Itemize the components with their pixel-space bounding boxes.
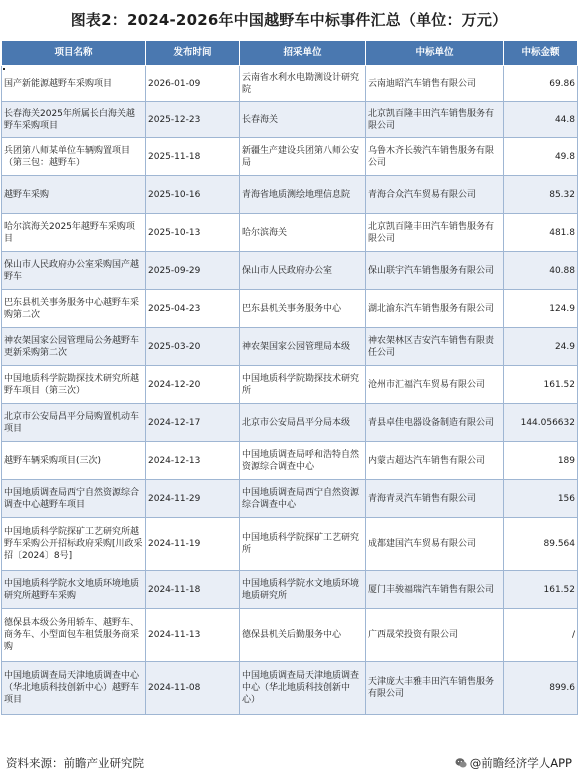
cell-purchaser: 云南省水利水电勘测设计研究院: [240, 66, 366, 102]
cell-amount: 49.8: [504, 138, 578, 176]
table-row: [2, 252, 578, 290]
cell-project-name: 德保县本级公务用轿车、越野车、商务车、小型面包车租赁服务商采购: [2, 609, 146, 662]
cell-purchaser: 中国地质调查局天津地质调查中心（华北地质科技创新中心）: [240, 662, 366, 715]
cell-project-name: 神农架国家公园管理局公务越野车更新采购第二次: [2, 328, 146, 366]
cell-amount: /: [504, 609, 578, 662]
cell-project-name: 兵团第八师某单位车辆购置项目（第三包：越野车）: [2, 138, 146, 176]
cell-publish-date: 2024-12-20: [146, 366, 240, 404]
cell-amount: 69.86: [504, 66, 578, 102]
cell-winner: 青县卓佳电器设备制造有限公司: [366, 404, 504, 442]
cell-publish-date: 2024-11-29: [146, 480, 240, 518]
table-row: [2, 290, 578, 328]
brand-text: @前瞻经济学人APP: [469, 756, 572, 770]
cell-project-name: 越野车采购: [2, 176, 146, 214]
cell-publish-date: 2024-11-19: [146, 518, 240, 571]
table-header-row: [2, 41, 578, 66]
cell-winner: 青海青灵汽车销售有限公司: [366, 480, 504, 518]
cell-winner: 沧州市汇福汽车贸易有限公司: [366, 366, 504, 404]
table-row: [2, 138, 578, 176]
cell-publish-date: 2025-09-29: [146, 252, 240, 290]
cell-amount: 40.88: [504, 252, 578, 290]
cell-project-name: 哈尔滨海关2025年越野车采购项目: [2, 214, 146, 252]
cell-project-name: 中国地质调查局天津地质调查中心（华北地质科技创新中心）越野车项目: [2, 662, 146, 715]
cell-publish-date: 2024-11-18: [146, 571, 240, 609]
cell-publish-date: 2024-11-08: [146, 662, 240, 715]
cell-amount: 899.6: [504, 662, 578, 715]
cell-project-name: 越野车辆采购项目(三次): [2, 442, 146, 480]
cell-winner: 神农架林区吉安汽车销售有限责任公司: [366, 328, 504, 366]
table-row: [2, 571, 578, 609]
table-row: [2, 518, 578, 571]
table-row: [2, 366, 578, 404]
header-purchaser: 招采单位: [240, 41, 366, 66]
cell-winner: 成都建国汽车贸易有限公司: [366, 518, 504, 571]
cell-purchaser: 中国地质调查局西宁自然资源综合调查中心: [240, 480, 366, 518]
table-row: [2, 102, 578, 138]
cell-project-name: 中国地质科学院探矿工艺研究所越野车采购公开招标政府采购[川政采招〔2024〕8号]: [2, 518, 146, 571]
header-winner: 中标单位: [366, 41, 504, 66]
table-row: [2, 662, 578, 715]
cell-winner: 湖北渝东汽车销售服务有限公司: [366, 290, 504, 328]
cell-winner: 北京凯百隆丰田汽车销售服务有限公司: [366, 214, 504, 252]
cell-winner: 云南迪昭汽车销售有限公司: [366, 66, 504, 102]
table-row: [2, 176, 578, 214]
cell-project-name: 中国地质科学院勘探技术研究所越野车项目（第三次）: [2, 366, 146, 404]
cell-winner: 北京凯百隆丰田汽车销售服务有限公司: [366, 102, 504, 138]
cell-purchaser: 中国地质科学院探矿工艺研究所: [240, 518, 366, 571]
cell-project-name: 中国地质科学院水文地质环境地质研究所越野车采购: [2, 571, 146, 609]
cell-publish-date: 2024-11-13: [146, 609, 240, 662]
table-body: [2, 66, 578, 715]
cell-purchaser: 北京市公安局昌平分局本级: [240, 404, 366, 442]
table-row: [2, 404, 578, 442]
cell-project-name: 北京市公安局昌平分局购置机动车项目: [2, 404, 146, 442]
cell-publish-date: 2025-04-23: [146, 290, 240, 328]
cell-winner: 青海合众汽车贸易有限公司: [366, 176, 504, 214]
cell-project-name: 中国地质调查局西宁自然资源综合调查中心越野车项目: [2, 480, 146, 518]
cell-publish-date: 2025-11-18: [146, 138, 240, 176]
cell-amount: 161.52: [504, 366, 578, 404]
table-row: [2, 214, 578, 252]
cell-purchaser: 哈尔滨海关: [240, 214, 366, 252]
cell-purchaser: 中国地质科学院水文地质环境地质研究所: [240, 571, 366, 609]
cell-project-name: 国产新能源越野车采购项目: [2, 66, 146, 102]
table-row: [2, 66, 578, 102]
cell-purchaser: 新疆生产建设兵团第八师公安局: [240, 138, 366, 176]
cell-purchaser: 保山市人民政府办公室: [240, 252, 366, 290]
cell-winner: 天津庞大丰雅丰田汽车销售服务有限公司: [366, 662, 504, 715]
cell-winner: 内蒙古超达汽车销售有限公司: [366, 442, 504, 480]
cell-amount: 44.8: [504, 102, 578, 138]
cell-publish-date: 2025-12-23: [146, 102, 240, 138]
cell-purchaser: 中国地质科学院勘探技术研究所: [240, 366, 366, 404]
stray-dot: [3, 68, 5, 70]
cell-purchaser: 神农架国家公园管理局本级: [240, 328, 366, 366]
brand-credit: [455, 755, 572, 771]
table-row: [2, 609, 578, 662]
cell-publish-date: 2025-10-16: [146, 176, 240, 214]
cell-amount: 156: [504, 480, 578, 518]
cell-publish-date: 2025-03-20: [146, 328, 240, 366]
header-amount: 中标金额: [504, 41, 578, 66]
cell-winner: 广西晟荣投资有限公司: [366, 609, 504, 662]
cell-purchaser: 德保县机关后勤服务中心: [240, 609, 366, 662]
cell-project-name: 保山市人民政府办公室采购国产越野车: [2, 252, 146, 290]
cell-winner: 保山联宇汽车销售服务有限公司: [366, 252, 504, 290]
cell-purchaser: 长春海关: [240, 102, 366, 138]
cell-purchaser: 青海省地质测绘地理信息院: [240, 176, 366, 214]
cell-purchaser: 巴东县机关事务服务中心: [240, 290, 366, 328]
cell-amount: 189: [504, 442, 578, 480]
cell-amount: 144.056632: [504, 404, 578, 442]
cell-amount: 24.9: [504, 328, 578, 366]
header-project-name: 项目名称: [2, 41, 146, 66]
footer: [0, 749, 578, 777]
cell-purchaser: 中国地质调查局呼和浩特自然资源综合调查中心: [240, 442, 366, 480]
cell-project-name: 长春海关2025年所属长白海关越野车采购项目: [2, 102, 146, 138]
header-publish-date: 发布时间: [146, 41, 240, 66]
cell-amount: 161.52: [504, 571, 578, 609]
cell-publish-date: 2025-10-13: [146, 214, 240, 252]
cell-amount: 481.8: [504, 214, 578, 252]
cell-publish-date: 2024-12-17: [146, 404, 240, 442]
cell-winner: 乌鲁木齐长骏汽车销售服务有限公司: [366, 138, 504, 176]
cell-project-name: 巴东县机关事务服务中心越野车采购第二次: [2, 290, 146, 328]
cell-amount: 85.32: [504, 176, 578, 214]
cell-publish-date: 2024-12-13: [146, 442, 240, 480]
table-row: [2, 328, 578, 366]
cell-winner: 厦门丰骏福瑞汽车销售有限公司: [366, 571, 504, 609]
table-row: [2, 480, 578, 518]
cell-publish-date: 2026-01-09: [146, 66, 240, 102]
bid-table: [1, 40, 578, 715]
table-row: [2, 442, 578, 480]
wechat-icon: [455, 757, 467, 769]
cell-amount: 89.564: [504, 518, 578, 571]
cell-amount: 124.9: [504, 290, 578, 328]
page-title: 图表2：2024-2026年中国越野车中标事件汇总（单位：万元）: [70, 10, 508, 29]
source-note: 资料来源：前瞻产业研究院: [6, 756, 144, 770]
